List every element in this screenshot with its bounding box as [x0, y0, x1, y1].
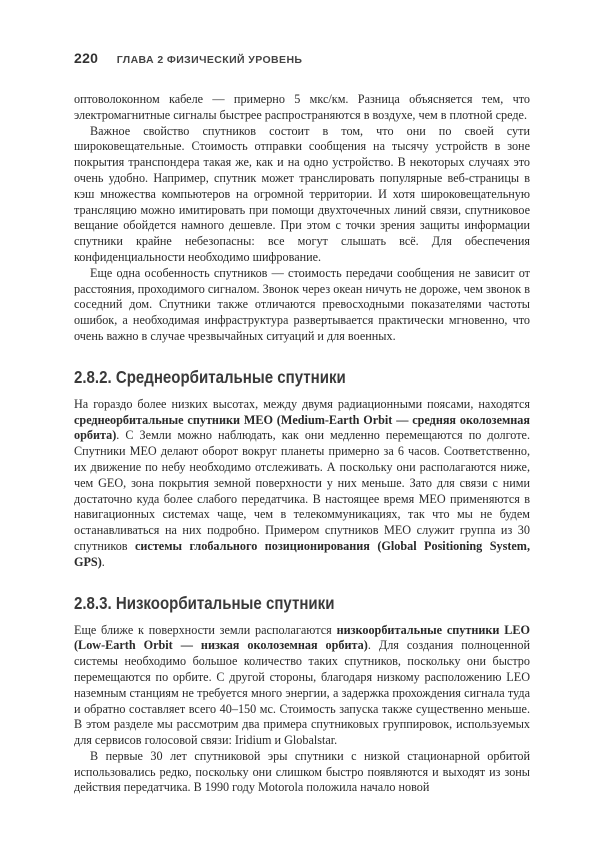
meo-text-c: . С Земли можно наблюдать, как они медленно перемещаются по долготе. Спутники MEO делают оборот вокруг планеты примерно за 6 часов. Соответственно, их движение по небу необходимо отслеживать. А поскольку они располагаются ниже, чем GEO, зона покрытия земной поверхности у них меньше. Зато для связи с ними достаточно куда более слабого передатчика. В настоящее время MEO применяются в навигационных системах чаще, чем в телекоммуникациях, так что мы не будем останавливаться на них подробно. Примером спутников MEO служит группа из 30 спутников	[74, 428, 530, 553]
page-number: 220	[74, 50, 99, 66]
meo-text-a: На гораздо более низких высотах, между двумя радиационными поясами, находятся	[74, 396, 530, 411]
section-heading-leo: 2.8.3. Низкоорбитальные спутники	[74, 592, 335, 613]
meo-term-meo: среднеорбитальные спутники MEO (Medium-Earth Orbit — средняя околоземная орбита)	[74, 412, 530, 443]
leo-paragraph-2: В первые 30 лет спутниковой эры спутники с низкой стационарной орбитой использовались редко, поскольку они слишком быстро появляются и выходят из зоны действия передатчика. В 1990 году Motorola положила начало новой	[74, 748, 530, 795]
page-header	[74, 50, 530, 68]
intro-paragraph-2: Важное свойство спутников состоит в том, что они по своей сути широковещательные. Стоимость отправки сообщения на тысячу устройств в зоне покрытия транспондера такая же, как и на одно устройство. В некоторых случаях это очень удобно. Например, спутник может транслировать популярные веб-страницы в кэш множества компьютеров на огромной территории. И хотя широковещательную трансляцию можно имитировать при помощи двухточечных линий связи, спутниковое вещание обойдется намного дешевле. При этом с точки зрения защиты информации спутники крайне небезопасны: все могут слышать всё. Для обеспечения конфиденциальности необходимо шифрование.	[74, 123, 530, 264]
leo-text-c: . Для создания полноценной системы необходимо большое количество таких спутников, поскольку они быстро перемещаются по орбите. С другой стороны, благодаря низкому расположению LEO наземным станциям не требуется много энергии, а задержка прохождения сигнала туда и обратно составляет всего 40–150 мс. Стоимость запуска также существенно меньше. В этом разделе мы рассмотрим два примера спутниковых группировок, используемых для сервисов голосовой связи: Iridium и Globalstar.	[74, 638, 530, 748]
meo-text-e: .	[101, 554, 105, 569]
intro-paragraph-1: оптоволоконном кабеле — примерно 5 мкс/км. Разница объясняется тем, что электромагнитные сигналы быстрее распространяются в воздухе, чем в плотной среде.	[74, 92, 530, 122]
leo-term-leo: низкоорбитальные спутники LEO (Low-Earth Orbit — низкая околоземная орбита)	[74, 622, 530, 653]
section-heading-meo: 2.8.2. Среднеорбитальные спутники	[74, 366, 346, 387]
meo-term-gps: системы глобального позиционирования (Global Positioning System, GPS)	[74, 538, 530, 569]
leo-paragraph-1	[74, 623, 530, 749]
leo-text-a: Еще ближе к поверхности земли располагаются	[74, 622, 337, 637]
intro-paragraph-3: Еще одна особенность спутников — стоимость передачи сообщения не зависит от расстояния, проходимого сигналом. Звонок через океан ничуть не дороже, чем звонок в соседний дом. Спутники также отличаются превосходными показателями частоты ошибок, а необходимая инфраструктура развертывается практически мгновенно, что очень важно в случае чрезвычайных ситуаций и для военных.	[74, 265, 530, 343]
meo-paragraph-1	[74, 397, 530, 571]
page-body	[74, 92, 530, 796]
running-head: ГЛАВА 2 ФИЗИЧЕСКИЙ УРОВЕНЬ	[116, 54, 303, 66]
